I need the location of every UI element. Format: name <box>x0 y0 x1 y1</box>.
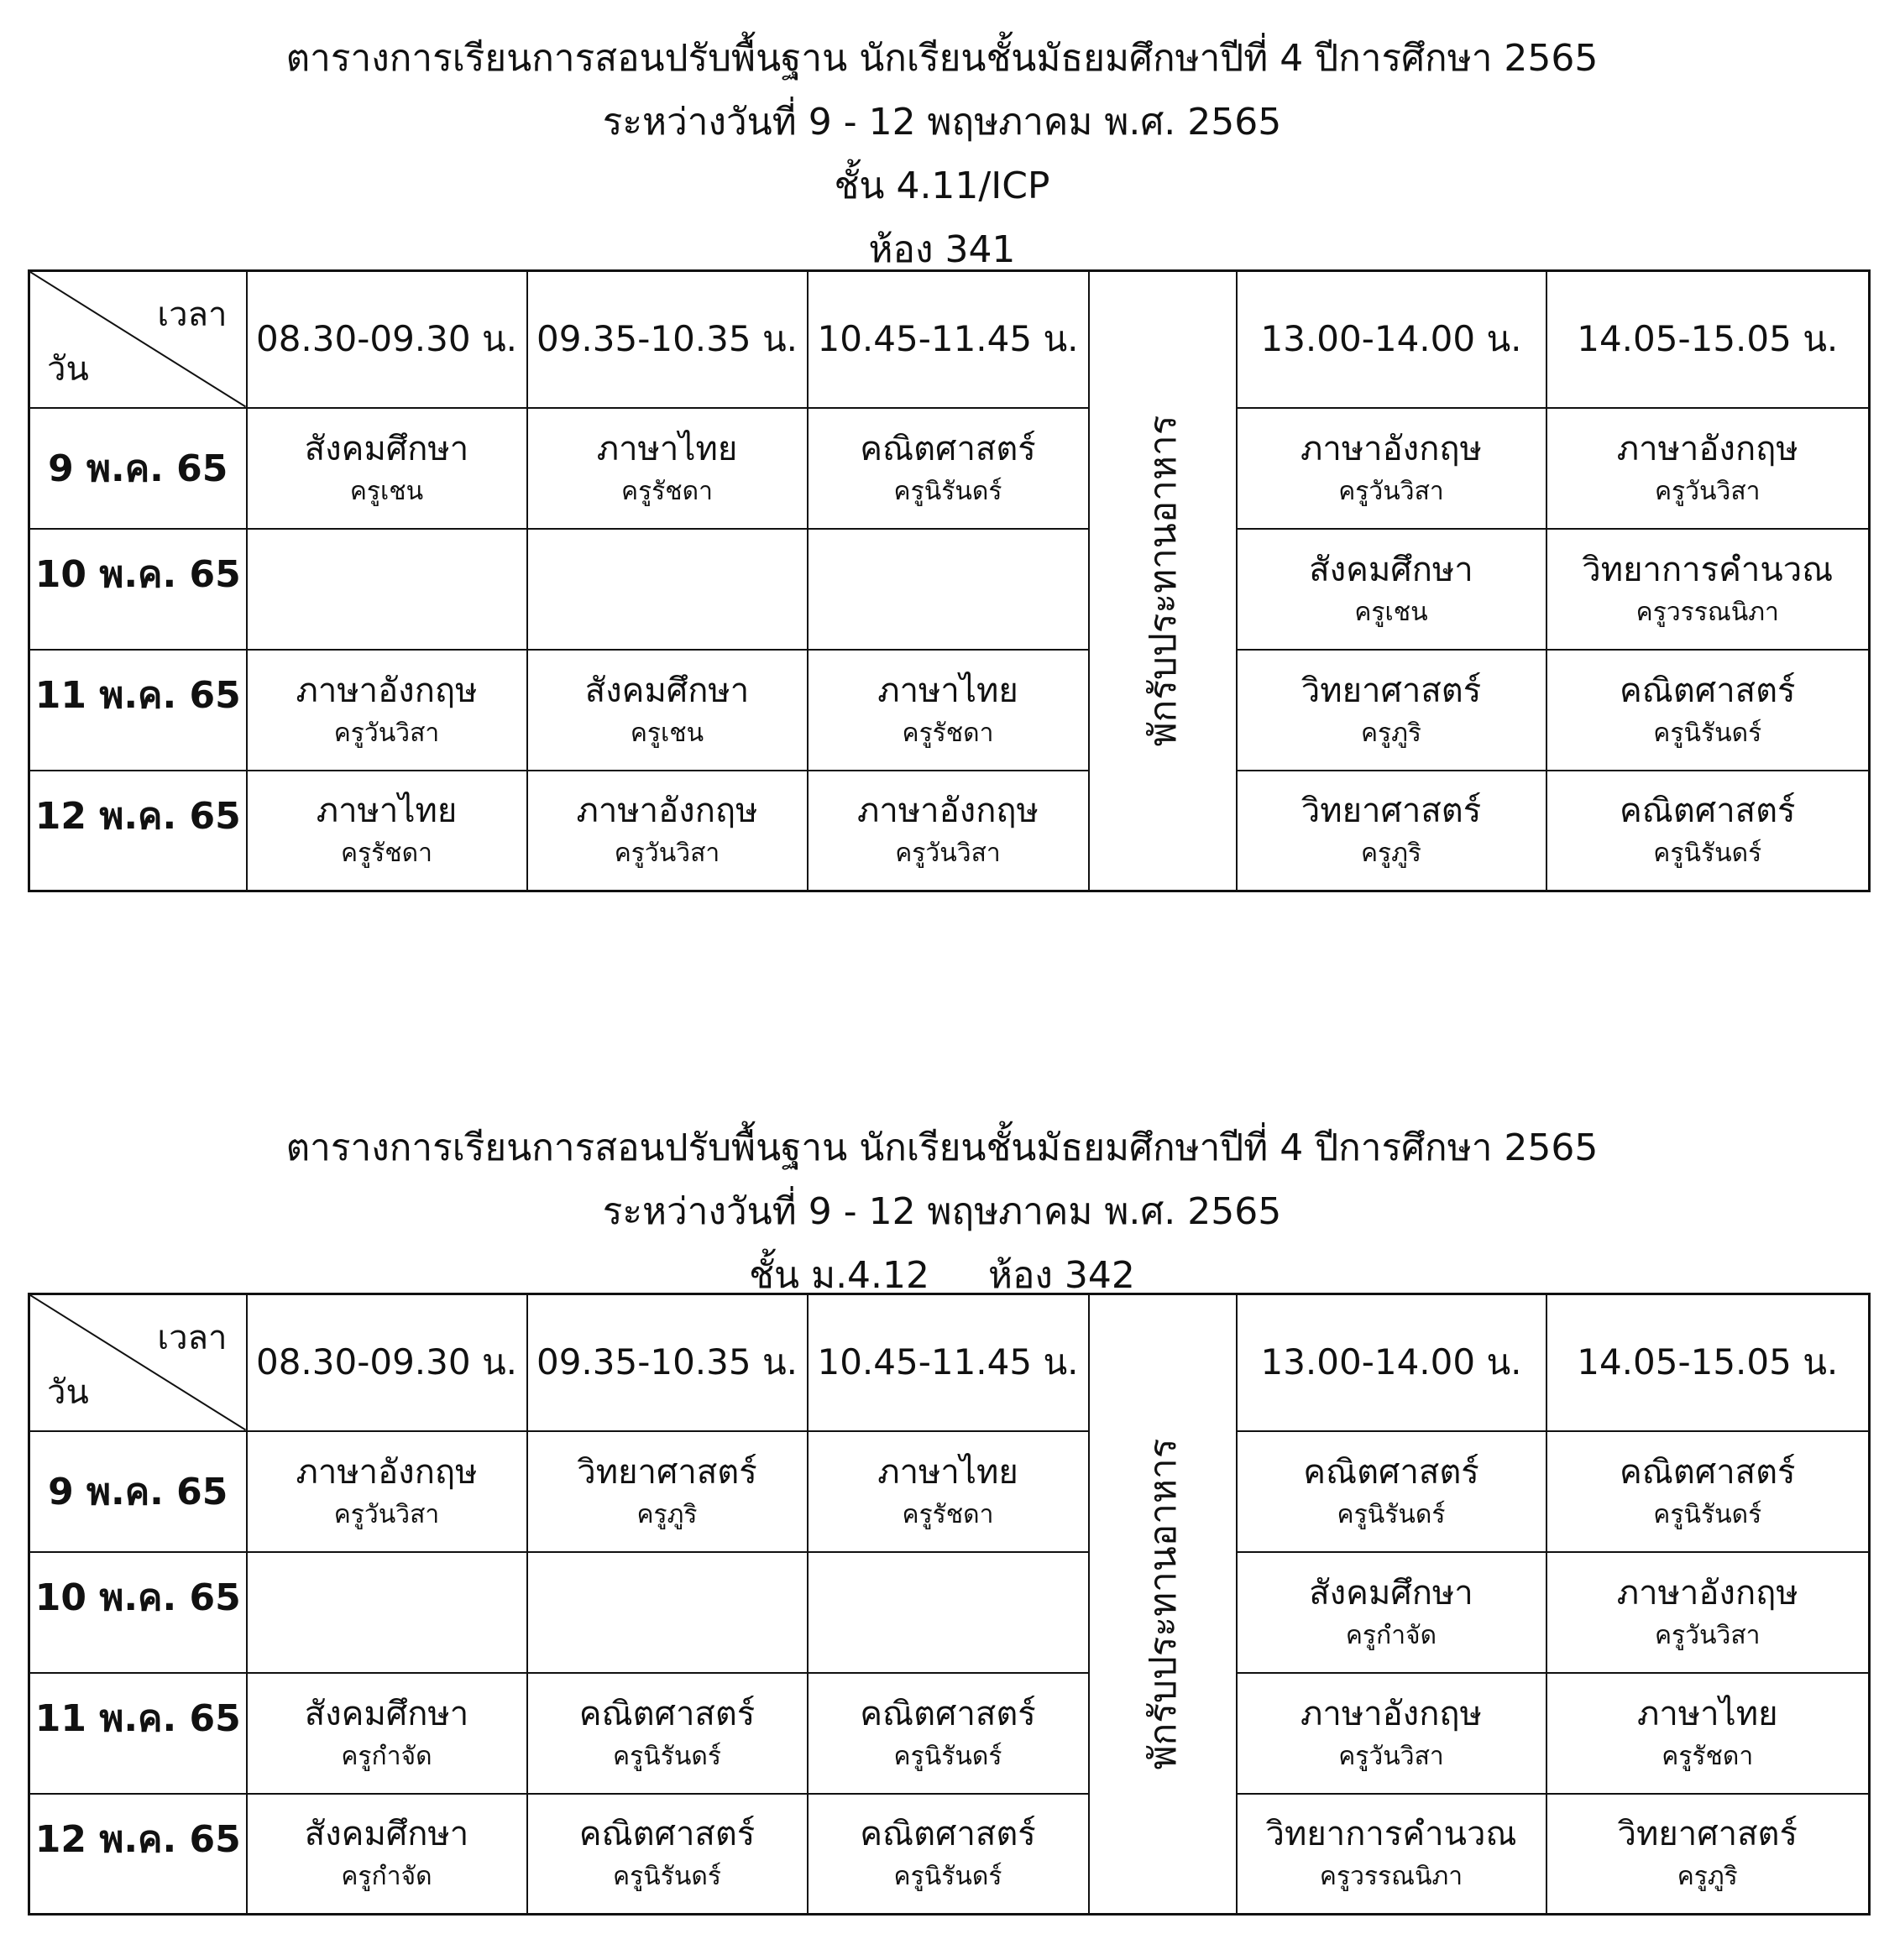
corner-day-label: วัน <box>47 349 89 389</box>
subject: ภาษาอังกฤษ <box>1616 429 1798 468</box>
subject: ภาษาอังกฤษ <box>296 1452 478 1492</box>
teacher: ครูภูริ <box>1360 718 1422 748</box>
teacher: ครูเชน <box>630 718 704 748</box>
subject: สังคมศึกษา <box>304 1815 469 1854</box>
class-cell <box>1546 1552 1870 1673</box>
teacher: ครูรัชดา <box>341 839 432 869</box>
class-cell <box>527 1431 808 1552</box>
header-row <box>29 271 1870 408</box>
subject: ภาษาอังกฤษ <box>856 792 1039 831</box>
subject: ภาษาอังกฤษ <box>1616 1573 1798 1612</box>
class-cell <box>1546 771 1870 891</box>
schedule-2-title: ตารางการเรียนการสอนปรับพื้นฐาน นักเรียนชั้นมัธยมศึกษาปีที่ 4 ปีการศึกษา 2565 <box>285 1126 1599 1169</box>
teacher: ครูนิรันดร์ <box>1653 718 1762 748</box>
class-cell <box>808 529 1089 650</box>
class-cell <box>247 529 527 650</box>
teacher: ครูเชน <box>1354 597 1428 627</box>
subject: สังคมศึกษา <box>1309 550 1473 589</box>
teacher: ครูวันวิสา <box>333 718 440 748</box>
schedule-1-title: ตารางการเรียนการสอนปรับพื้นฐาน นักเรียนชั้นมัธยมศึกษาปีที่ 4 ปีการศึกษา 2565 <box>285 37 1599 80</box>
corner-cell <box>29 1294 247 1431</box>
teacher: ครูภูริ <box>1677 1862 1738 1892</box>
subject: คณิตศาสตร์ <box>860 429 1036 468</box>
table-row <box>29 650 1870 771</box>
subject: ภาษาไทย <box>877 671 1018 710</box>
day-label: 10 พ.ค. 65 <box>29 529 247 650</box>
subject: วิทยาศาสตร์ <box>1300 671 1482 710</box>
class-cell <box>1546 408 1870 529</box>
day-label: 9 พ.ค. 65 <box>29 1431 247 1552</box>
day-label: 11 พ.ค. 65 <box>29 650 247 771</box>
class-cell <box>247 1552 527 1673</box>
subject: คณิตศาสตร์ <box>860 1694 1036 1733</box>
class-cell <box>1237 1794 1546 1915</box>
subject: ภาษาไทย <box>316 792 458 831</box>
teacher: ครูวันวิสา <box>333 1499 440 1529</box>
teacher: ครูกำจัด <box>341 1741 432 1771</box>
time-slot-header: 13.00-14.00 น. <box>1237 1294 1546 1431</box>
subject: คณิตศาสตร์ <box>578 1815 756 1854</box>
schedule-1-table <box>28 269 1871 892</box>
schedule-2-table <box>28 1293 1871 1916</box>
class-cell <box>1237 1673 1546 1794</box>
corner-cell <box>29 271 247 408</box>
class-cell <box>1546 529 1870 650</box>
table-row <box>29 529 1870 650</box>
subject: คณิตศาสตร์ <box>578 1694 756 1733</box>
subject: สังคมศึกษา <box>304 429 469 468</box>
time-slot-header: 09.35-10.35 น. <box>527 1294 808 1431</box>
table-row <box>29 1552 1870 1673</box>
class-cell <box>247 1431 527 1552</box>
class-cell <box>527 1552 808 1673</box>
class-cell <box>527 529 808 650</box>
schedule-2-date-range: ระหว่างวันที่ 9 - 12 พฤษภาคม พ.ศ. 2565 <box>602 1190 1282 1233</box>
class-cell <box>808 771 1089 891</box>
teacher: ครูวันวิสา <box>1338 476 1444 506</box>
class-cell <box>1237 1552 1546 1673</box>
table-row <box>29 771 1870 891</box>
table-row <box>29 408 1870 529</box>
schedule-1-room: ห้อง 341 <box>868 228 1016 271</box>
teacher: ครูรัชดา <box>902 718 994 748</box>
class-cell <box>808 1552 1089 1673</box>
subject: ภาษาไทย <box>596 429 738 468</box>
class-cell <box>808 1673 1089 1794</box>
class-cell <box>808 1794 1089 1915</box>
teacher: ครูนิรันดร์ <box>613 1741 721 1771</box>
subject: สังคมศึกษา <box>1309 1573 1473 1612</box>
time-slot-header: 14.05-15.05 น. <box>1546 1294 1870 1431</box>
class-cell <box>527 650 808 771</box>
schedule-1-date-range: ระหว่างวันที่ 9 - 12 พฤษภาคม พ.ศ. 2565 <box>602 101 1282 144</box>
subject: ภาษาอังกฤษ <box>296 671 478 710</box>
class-cell <box>1237 408 1546 529</box>
class-cell <box>808 408 1089 529</box>
schedule-2-heading <box>0 1116 1884 1308</box>
class-cell <box>247 771 527 891</box>
teacher: ครูภูริ <box>636 1499 698 1529</box>
class-cell <box>1546 1431 1870 1552</box>
class-cell <box>1546 1794 1870 1915</box>
lunch-break-column <box>1089 1294 1237 1915</box>
class-cell <box>527 771 808 891</box>
class-cell <box>1237 771 1546 891</box>
teacher: ครูวรรณนิภา <box>1319 1862 1463 1892</box>
teacher: ครูวันวิสา <box>1654 476 1761 506</box>
teacher: ครูรัชดา <box>621 476 713 506</box>
subject: ภาษาไทย <box>877 1452 1018 1492</box>
subject: วิทยาศาสตร์ <box>1617 1815 1798 1854</box>
subject: วิทยาการคำนวณ <box>1265 1815 1517 1854</box>
time-slot-header: 10.45-11.45 น. <box>808 271 1089 408</box>
subject: คณิตศาสตร์ <box>1303 1452 1479 1492</box>
corner-time-label: เวลา <box>157 1319 228 1357</box>
teacher: ครูรัชดา <box>1662 1741 1754 1771</box>
time-slot-header: 09.35-10.35 น. <box>527 271 808 408</box>
teacher: ครูกำจัด <box>1345 1620 1437 1650</box>
corner-day-label: วัน <box>47 1372 89 1412</box>
schedule-2-class-room: ชั้น ม.4.12 ห้อง 342 <box>749 1254 1135 1297</box>
subject: ภาษาอังกฤษ <box>576 792 758 831</box>
teacher: ครูนิรันดร์ <box>1337 1499 1446 1529</box>
day-label: 11 พ.ค. 65 <box>29 1673 247 1794</box>
day-label: 12 พ.ค. 65 <box>29 1794 247 1915</box>
time-slot-header: 14.05-15.05 น. <box>1546 271 1870 408</box>
class-cell <box>1546 1673 1870 1794</box>
teacher: ครูนิรันดร์ <box>1653 839 1762 869</box>
subject: คณิตศาสตร์ <box>1619 1452 1796 1492</box>
teacher: ครูวันวิสา <box>614 839 720 869</box>
subject: วิทยาการคำนวณ <box>1582 550 1834 589</box>
teacher: ครูวันวิสา <box>1654 1620 1761 1650</box>
corner-time-label: เวลา <box>157 295 228 334</box>
subject: สังคมศึกษา <box>304 1694 469 1733</box>
table-row <box>29 1673 1870 1794</box>
class-cell <box>247 1794 527 1915</box>
lunch-break-label: พักรับประทานอาหาร <box>1141 1438 1185 1770</box>
time-slot-header: 08.30-09.30 น. <box>247 271 527 408</box>
class-cell <box>527 1673 808 1794</box>
teacher: ครูวรรณนิภา <box>1635 597 1779 627</box>
table-row <box>29 1794 1870 1915</box>
teacher: ครูวันวิสา <box>895 839 1001 869</box>
class-cell <box>1237 1431 1546 1552</box>
day-label: 12 พ.ค. 65 <box>29 771 247 891</box>
schedule-1-heading <box>0 27 1884 282</box>
class-cell <box>1237 529 1546 650</box>
class-cell <box>1237 650 1546 771</box>
teacher: ครูนิรันดร์ <box>613 1862 721 1892</box>
lunch-break-label: พักรับประทานอาหาร <box>1141 415 1185 747</box>
teacher: ครูนิรันดร์ <box>1653 1499 1762 1529</box>
teacher: ครูกำจัด <box>341 1862 432 1892</box>
header-row <box>29 1294 1870 1431</box>
class-cell <box>247 408 527 529</box>
teacher: ครูรัชดา <box>902 1499 994 1529</box>
subject: ภาษาอังกฤษ <box>1300 429 1482 468</box>
table-row <box>29 1431 1870 1552</box>
teacher: ครูภูริ <box>1360 839 1422 869</box>
subject: คณิตศาสตร์ <box>1619 792 1796 831</box>
class-cell <box>527 408 808 529</box>
day-label: 9 พ.ค. 65 <box>29 408 247 529</box>
teacher: ครูวันวิสา <box>1338 1741 1444 1771</box>
teacher: ครูนิรันดร์ <box>893 1862 1002 1892</box>
subject: คณิตศาสตร์ <box>1619 671 1796 710</box>
schedule-1-class: ชั้น 4.11/ICP <box>834 165 1050 207</box>
teacher: ครูนิรันดร์ <box>893 476 1002 506</box>
time-slot-header: 08.30-09.30 น. <box>247 1294 527 1431</box>
class-cell <box>247 650 527 771</box>
subject: ภาษาไทย <box>1636 1694 1778 1733</box>
subject: ภาษาอังกฤษ <box>1300 1694 1482 1733</box>
class-cell <box>1546 650 1870 771</box>
time-slot-header: 13.00-14.00 น. <box>1237 271 1546 408</box>
class-cell <box>247 1673 527 1794</box>
teacher: ครูเชน <box>349 476 424 506</box>
subject: วิทยาศาสตร์ <box>577 1452 757 1492</box>
class-cell <box>808 1431 1089 1552</box>
subject: คณิตศาสตร์ <box>860 1815 1036 1854</box>
time-slot-header: 10.45-11.45 น. <box>808 1294 1089 1431</box>
day-label: 10 พ.ค. 65 <box>29 1552 247 1673</box>
subject: วิทยาศาสตร์ <box>1300 792 1482 831</box>
teacher: ครูนิรันดร์ <box>893 1741 1002 1771</box>
class-cell <box>808 650 1089 771</box>
subject: สังคมศึกษา <box>584 671 750 710</box>
lunch-break-column <box>1089 271 1237 891</box>
class-cell <box>527 1794 808 1915</box>
